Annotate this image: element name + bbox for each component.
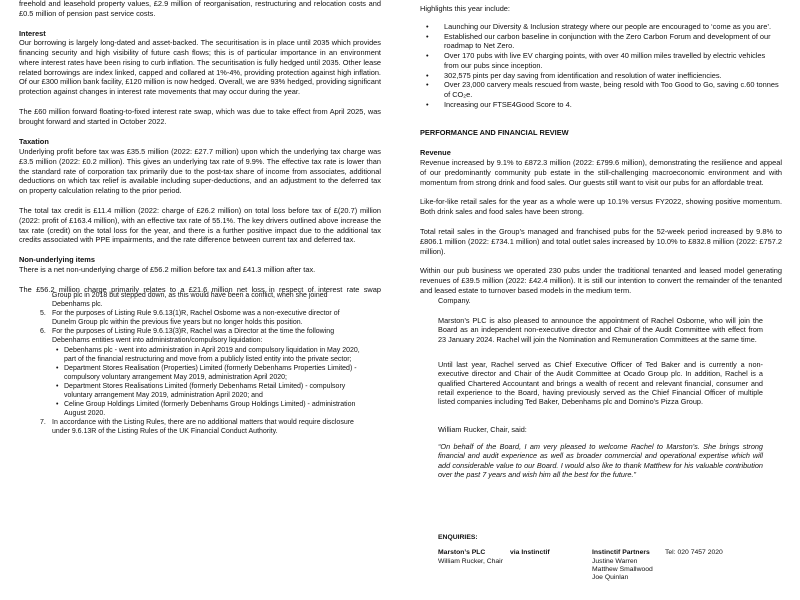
revenue-paragraph-1: Revenue increased by 9.1% to £872.3 million (2022: £799.6 million), demonstrating the resilience and appeal of our predominantly community pub estate in the still-challenging macroeconomic environment and with momentum from strong drink and food sales. Our guests still want to visit our pubs for an affordable treat. [420, 158, 782, 187]
highlights-intro: Highlights this year include: [420, 4, 510, 13]
enquiries-contact: Justine Warren [592, 558, 638, 565]
enquiries-contact: William Rucker, Chair [438, 558, 503, 565]
list-item [20, 418, 365, 436]
disclosures-panel [0, 292, 420, 600]
highlight-item: • Launching our Diversity & Inclusion strategy where our people are encouraged to ‘come as you are’. [444, 22, 782, 32]
revenue-heading: Revenue [420, 148, 451, 158]
highlight-item: • Over 23,000 carvery meals rescued from waste, being resold with Too Good to Go, saving c.60 tonnes of CO₂e. [444, 80, 782, 100]
nonunderlying-paragraph-2: The £56.2 million charge primarily relates to a £21.6 million net loss in respect of interest rate swap [19, 284, 381, 294]
item-text: For the purposes of Listing Rule 9.6.13(1)R, Rachel Osborne was a non-executive director of Dunelm Group plc within the previous five years but no longer holds this position. [52, 310, 340, 327]
announcement-paragraph-1: Marston’s PLC is also pleased to announce the appointment of Rachel Osborne, who will join the Board as an independent non-executive director and Chair of the Audit Committee with effect from 23 January 2024. Rachel will join the Nomination and Remuneration Committees at the same time. [438, 316, 763, 344]
disclosures-list [20, 291, 365, 437]
highlight-item: • Established our carbon baseline in conjunction with the Zero Carbon Forum and development of our roadmap to Net Zero. [444, 32, 782, 52]
item-number: 5. [40, 310, 46, 318]
interest-paragraph-1: Our borrowing is largely long-dated and asset-backed. The securitisation is in place until 2035 which provides financing security and high visibility of future cash flows; this is of particular importance in an environment where interest rates have been rising to curb inflation. The securitisation is fully hedged until 2035. Other lease related borrowings are index linked, capped and collared at 1%-4%, providing protection against high inflation. Of our £300 million bank facility, £120 million is now hedged. Overall, we are 93% hedged, providing significant protection against changes in interest rate movements that may occur during the year. [19, 38, 381, 97]
taxation-paragraph-2: The total tax credit is £11.4 million (2022: charge of £26.2 million) on total loss before tax of £(20.7) million (2022: profit of £163.4 million), with an effective tax rate of 55.1%. The key drivers outlined above increase the tax rate (credit) on the total loss for the year, and there is a further positive impact due to the additional tax credits associated with PPE impairments, and the rate difference between current tax and deferred tax. [19, 206, 381, 245]
item-number: 6. [40, 328, 46, 336]
review-heading: PERFORMANCE AND FINANCIAL REVIEW [420, 127, 569, 137]
item-number: 7. [40, 419, 46, 427]
enquiries-contact: Joe Quinlan [592, 574, 629, 581]
revenue-paragraph-4: Within our pub business we operated 230 pubs under the traditional tenanted and leased model generating revenues of £39.5 million (2022: £42.4 million). It is still our intention to convert the remainder of the tenanted and leased estate to turnover based models in the medium term. [420, 266, 782, 295]
enquiries-company: Marston’s PLC [438, 549, 486, 556]
item-text: For the purposes of Listing Rule 9.6.13(3)R, Rachel was a Director at the time the following Debenhams entities went into administration/compulsory liquidation: [52, 328, 335, 345]
sub-item: • Celine Group Holdings Limited (formerly Debenhams Group Holdings Limited) - administration August 2020. [20, 400, 365, 418]
intro-text: freehold and leasehold property values, £2.9 million of reorganisation, restructuring and relocation costs and £0.5 million of pension past service costs. [19, 0, 381, 18]
enquiries-heading: ENQUIRIES: [438, 534, 478, 541]
cut-text: Group plc in 2018 but stepped down, as this would have been a conflict, when she joined Debenhams plc. [52, 292, 328, 309]
taxation-paragraph-1: Underlying profit before tax was £35.5 million (2022: £27.7 million) upon which the underlying tax charge was £3.5 million (2022: £0.2 million). This gives an underlying tax rate of 9.9%. The effective tax rate is lower than the standard rate of corporation tax primarily due to the post-tax share of income from associates, additional deductions on which tax relief is available including super-deductions, and an adjustment to the deferred tax on property calculation relating to the prior period. [19, 147, 381, 196]
sub-item: • Department Stores Realisation (Properties) Limited (formerly Debenhams Properties Limited) - compulsory voluntary arrangement May 2019, administration April 2020; [20, 364, 365, 382]
revenue-paragraph-2: Like-for-like retail sales for the year as a whole were up 10.1% versus FY2022, showing positive momentum. Both drink sales and food sales have been strong. [420, 197, 782, 217]
enquiries-contact: Matthew Smallwood [592, 566, 653, 573]
item-text: In accordance with the Listing Rules, there are no additional matters that would require disclosure under 9.6.13R of the Listing Rules of the UK Financial Conduct Authority. [52, 419, 354, 436]
right-column [420, 4, 782, 296]
list-item [20, 291, 365, 309]
company-text: Company. [438, 296, 471, 305]
chair-said: William Rucker, Chair, said: [438, 425, 527, 434]
sub-item: • Debenhams plc - went into administration in April 2019 and compulsory liquidation in May 2020, part of the financial restructuring and move from a publicly listed entity into the private sector; [20, 346, 365, 364]
highlight-item: • Increasing our FTSE4Good Score to 4. [444, 100, 782, 110]
interest-heading: Interest [19, 28, 46, 38]
nonunderlying-heading: Non-underlying items [19, 255, 95, 265]
nonunderlying-paragraph-1: There is a net non-underlying charge of £56.2 million before tax and £41.3 million after tax. [19, 264, 316, 274]
revenue-paragraph-3: Total retail sales in the Group’s managed and franchised pubs for the 52-week period increased by 9.8% to £806.1 million (2022: £734.1 million) and total outlet sales increased by 10.0% to £832.8 million (2022: £757.2 million). [420, 227, 782, 256]
enquiries-agency: Instinctif Partners [592, 549, 650, 556]
enquiries-phone: Tel: 020 7457 2020 [665, 549, 723, 556]
highlight-item: • 302,575 pints per day saving from identification and resolution of water inefficiencies. [444, 71, 782, 81]
highlights-list [420, 22, 782, 110]
interest-paragraph-2: The £60 million forward floating-to-fixed interest rate swap, which was due to take effect from April 2025, was brought forward and started in October 2022. [19, 106, 381, 126]
left-column [19, 0, 381, 304]
list-item [20, 309, 365, 327]
list-item [20, 327, 365, 345]
sub-item: • Department Stores Realisations Limited (formerly Debenhams Retail Limited) - compulsory voluntary arrangement May 2019, administration April 2020; and [20, 382, 365, 400]
taxation-heading: Taxation [19, 137, 49, 147]
announcement-paragraph-2: Until last year, Rachel served as Chief Executive Officer of Ted Baker and is currently a non-executive director and Chair of the Audit Committee at Ocado Group plc. In addition, Rachel is a qualified Chartered Accountant and brings a wealth of recent and relevant financial, consumer and retail experience to the Board, having previously served as the Chief Financial Officer of multiple listed companies including Ted Baker, Debenhams plc and Domino’s Pizza Group. [438, 360, 763, 407]
chair-quote: “On behalf of the Board, I am very pleased to welcome Rachel to Marston’s. She brings strong financial and audit experience as well as broader commercial and operational expertise which will add considerable value to our Board. I would also like to thank Matthew for his valuable contribution over the past 7 years and wish him all the best for the future.” [438, 442, 763, 479]
enquiries-via: via Instinctif [510, 549, 550, 556]
highlight-item: • Over 170 pubs with live EV charging points, with over 40 million miles travelled by electric vehicles from our pubs since inception. [444, 51, 782, 71]
